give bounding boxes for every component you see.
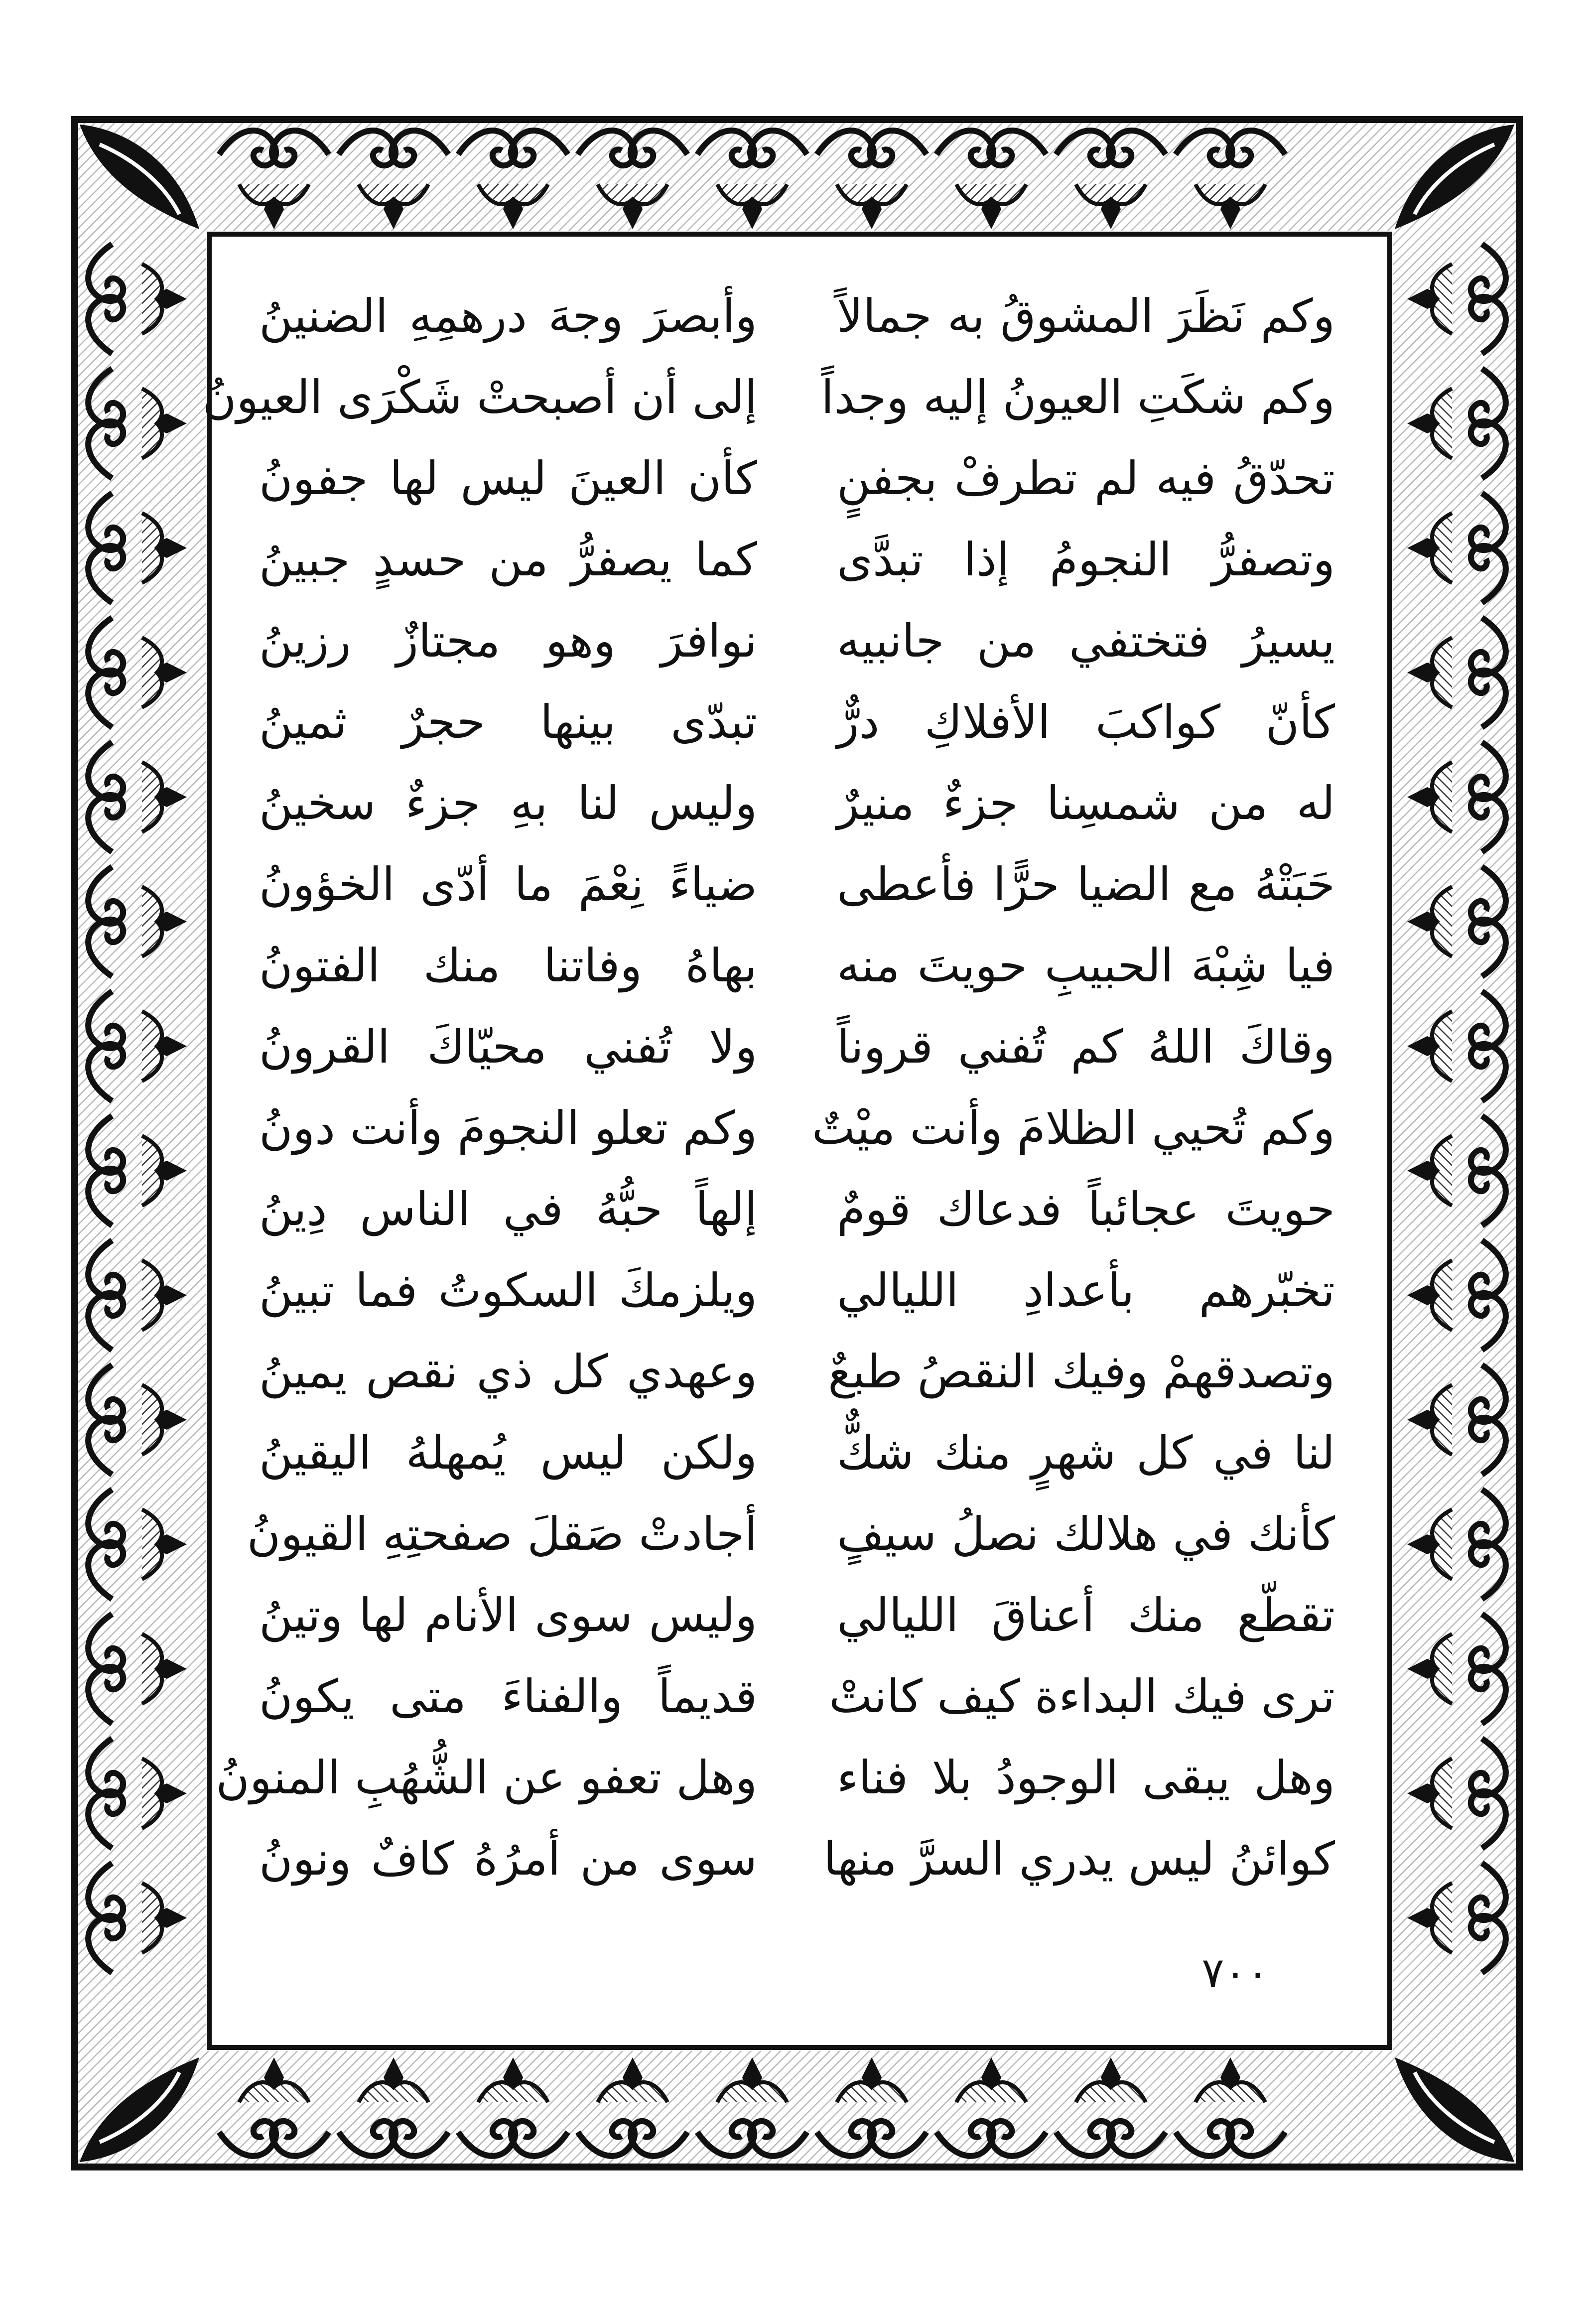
verse-first-hemistich: وكم تُحيي الظلامَ وأنت ميْتٌ bbox=[811, 1101, 1335, 1155]
verse-second-hemistich: وعهدي كل ذي نقص يمينُ bbox=[259, 1345, 757, 1398]
verse-first-hemistich: وقاكَ اللهُ كم تُفني قروناً bbox=[837, 1020, 1335, 1074]
verse-second-hemistich: وهل تعفو عن الشُّهُبِ المنونُ bbox=[216, 1751, 757, 1804]
verse-second-hemistich: ويلزمكَ السكوتُ فما تبينُ bbox=[259, 1264, 757, 1317]
page-number: ٧٠٠ bbox=[1201, 1948, 1269, 1997]
verse-second-hemistich: وليس سوى الأنام لها وتينُ bbox=[259, 1589, 757, 1642]
verse-first-hemistich: وكم شكَتِ العيونُ إليه وجداً bbox=[821, 371, 1335, 424]
verse-first-hemistich: وهل يبقى الوجودُ بلا فناء bbox=[837, 1751, 1335, 1804]
verse bbox=[247, 1497, 1335, 1572]
verse-first-hemistich: وكم نَظَرَ المشوقُ به جمالاً bbox=[837, 289, 1335, 343]
verse-first-hemistich: حويتَ عجائباً فدعاك قومٌ bbox=[837, 1183, 1335, 1236]
verse-first-hemistich: وتصدقهمْ وفيك النقصُ طبعٌ bbox=[828, 1345, 1335, 1398]
verse-second-hemistich: ضياءً نِعْمَ ما أدّى الخؤونُ bbox=[259, 858, 757, 911]
verse bbox=[259, 1822, 1335, 1897]
verse-second-hemistich: نوافرَ وهو مجتازٌ رزينُ bbox=[259, 614, 757, 668]
verse bbox=[259, 1253, 1335, 1328]
verse-second-hemistich: ولا تُفني محيّاكَ القرونُ bbox=[259, 1020, 757, 1074]
verse bbox=[259, 604, 1335, 678]
verse bbox=[259, 441, 1335, 516]
verse bbox=[259, 1010, 1335, 1084]
verse bbox=[259, 523, 1335, 597]
verse bbox=[259, 685, 1335, 760]
verse-first-hemistich: تقطّع منك أعناقَ الليالي bbox=[837, 1589, 1335, 1642]
verse-first-hemistich: لنا في كل شهرٍ منك شكٌّ bbox=[837, 1426, 1335, 1480]
verse-second-hemistich: بهاهُ وفاتنا منك الفتونُ bbox=[259, 939, 757, 992]
verse-second-hemistich: سوى من أمرُهُ كافٌ ونونُ bbox=[259, 1832, 757, 1886]
verse-first-hemistich: ترى فيك البداءة كيف كانتْ bbox=[829, 1670, 1335, 1723]
verse-second-hemistich: إلهاً حبُّهُ في الناس دِينُ bbox=[259, 1183, 757, 1236]
verse-second-hemistich: وليس لنا بهِ جزءٌ سخينُ bbox=[259, 777, 757, 830]
verse bbox=[259, 1659, 1335, 1734]
verse-first-hemistich: فيا شِبْهَ الحبيبِ حويتَ منه bbox=[837, 939, 1335, 992]
verse bbox=[259, 847, 1335, 922]
poem-body bbox=[202, 279, 1335, 1903]
verse bbox=[259, 1172, 1335, 1247]
verse-second-hemistich: قديماً والفناءَ متى يكونُ bbox=[259, 1670, 757, 1723]
verse bbox=[259, 1578, 1335, 1653]
verse-second-hemistich: أجادتْ صَقلَ صفحتِهِ القيونُ bbox=[247, 1507, 757, 1561]
verse bbox=[259, 929, 1335, 1003]
verse-second-hemistich: إلى أن أصبحتْ شَكْرَى العيونُ bbox=[202, 371, 757, 424]
verse-first-hemistich: تحدّقُ فيه لم تطرفْ بجفنٍ bbox=[837, 452, 1335, 505]
verse bbox=[259, 766, 1335, 841]
verse-first-hemistich: يسيرُ فتختفي من جانبيه bbox=[837, 614, 1335, 668]
verse bbox=[259, 1091, 1335, 1166]
verse-second-hemistich: ولكن ليس يُمهلهُ اليقينُ bbox=[259, 1426, 757, 1480]
verse bbox=[216, 1741, 1335, 1815]
verse-second-hemistich: تبدّى بينها حجرٌ ثمينُ bbox=[259, 695, 757, 749]
verse-first-hemistich: كأنّ كواكبَ الأفلاكِ درٌّ bbox=[837, 695, 1335, 749]
verse-first-hemistich: له من شمسِنا جزءٌ منيرٌ bbox=[837, 777, 1335, 830]
verse-second-hemistich: وكم تعلو النجومَ وأنت دونُ bbox=[259, 1101, 757, 1155]
verse bbox=[202, 360, 1335, 435]
verse-first-hemistich: تخبّرهم بأعدادِ الليالي bbox=[837, 1264, 1335, 1317]
verse bbox=[259, 1416, 1335, 1490]
verse bbox=[259, 279, 1335, 354]
verse-second-hemistich: وأبصرَ وجهَ درهمِهِ الضنينُ bbox=[259, 289, 757, 343]
verse-first-hemistich: وتصفرُّ النجومُ إذا تبدَّى bbox=[837, 533, 1335, 586]
verse-first-hemistich: حَبَتْهُ مع الضيا حرًّا فأعطى bbox=[837, 858, 1335, 911]
verse-first-hemistich: كوائنُ ليس يدري السرَّ منها bbox=[823, 1832, 1335, 1886]
verse-second-hemistich: كأن العينَ ليس لها جفونُ bbox=[259, 452, 757, 505]
verse-second-hemistich: كما يصفرُّ من حسدٍ جبينُ bbox=[259, 533, 757, 586]
verse bbox=[259, 1335, 1335, 1409]
verse-first-hemistich: كأنك في هلالك نصلُ سيفٍ bbox=[837, 1507, 1335, 1561]
